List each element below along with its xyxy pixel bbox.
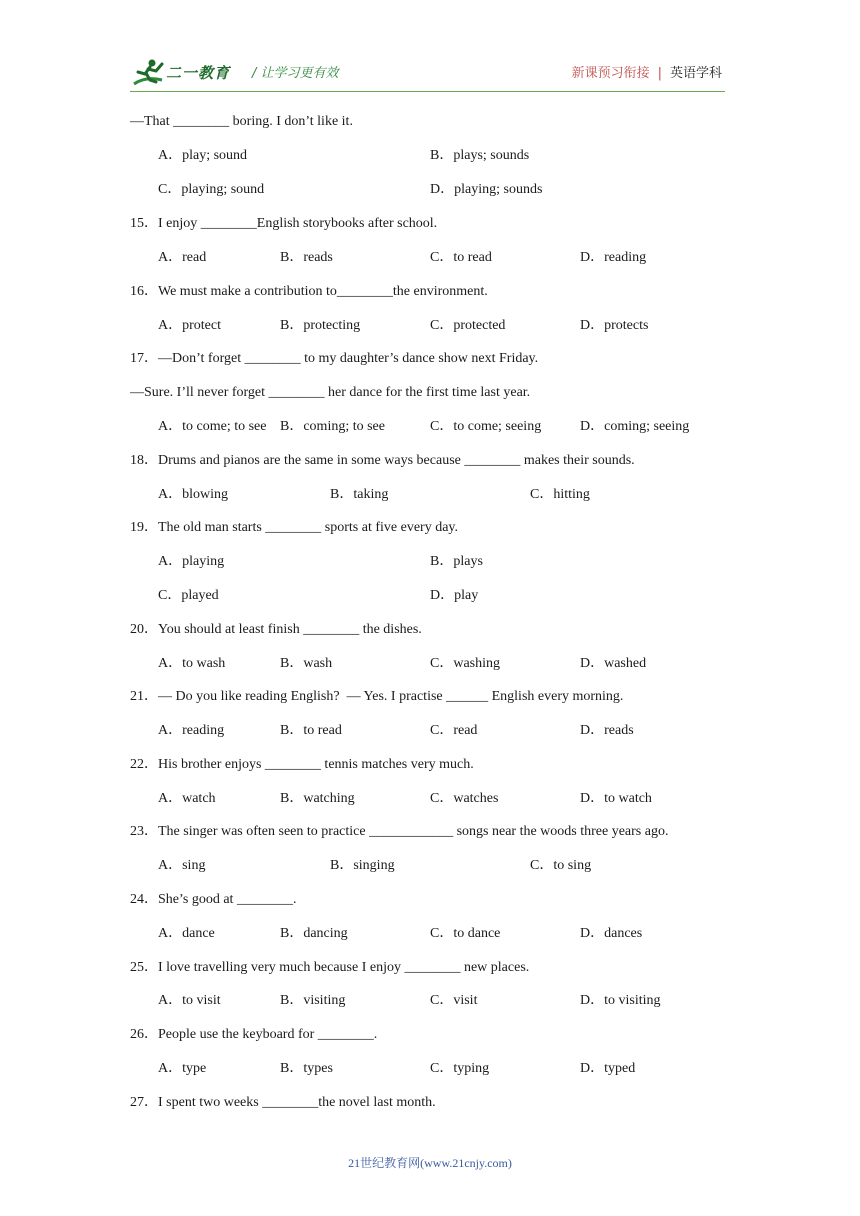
course-name: 新课预习衔接: [571, 66, 650, 81]
option: B．plays; sounds: [430, 148, 530, 163]
question-23: 23．The singer was often seen to practice ____________ songs near the woods three years ago.: [130, 824, 669, 839]
option: C．watches: [430, 791, 499, 806]
option: C．played: [158, 588, 219, 603]
option: B．plays: [430, 554, 483, 569]
option: B．watching: [280, 791, 355, 806]
option: A．reading: [158, 723, 225, 738]
option: C．playing; sound: [158, 182, 265, 197]
option: B．dancing: [280, 926, 348, 941]
question-21: 21．— Do you like reading English? — Yes. I practise ______ English every morning.: [130, 689, 624, 704]
option: C．to come; seeing: [430, 419, 542, 434]
option: D．washed: [580, 656, 647, 671]
option: C．typing: [430, 1061, 490, 1076]
slogan: / 让学习更有效: [252, 66, 339, 81]
option: C．to sing: [530, 858, 592, 873]
option: D．reads: [580, 723, 634, 738]
option: B．types: [280, 1061, 333, 1076]
question-22: 22．His brother enjoys ________ tennis matches very much.: [130, 757, 474, 772]
option: D．playing; sounds: [430, 182, 543, 197]
option: C．to read: [430, 250, 492, 265]
option: D．protects: [580, 318, 649, 333]
option: D．dances: [580, 926, 643, 941]
option: D．typed: [580, 1061, 636, 1076]
option: A．dance: [158, 926, 215, 941]
option: C．visit: [430, 993, 478, 1008]
question-20: 20．You should at least finish ________ the dishes.: [130, 622, 422, 637]
logo-text: 二一教育: [166, 64, 231, 82]
question-16: 16．We must make a contribution to________the environment.: [130, 284, 488, 299]
option: A．blowing: [158, 487, 228, 502]
question-24: 24．She’s good at ________.: [130, 892, 297, 907]
option: C．to dance: [430, 926, 501, 941]
question-19: 19．The old man starts ________ sports at five every day.: [130, 520, 459, 535]
option: A．read: [158, 250, 207, 265]
logo: [132, 58, 240, 88]
question-15: 15．I enjoy ________English storybooks after school.: [130, 216, 438, 231]
option: B．coming; to see: [280, 419, 385, 434]
page-footer: 21世纪教育网(www.21cnjy.com): [348, 1156, 512, 1170]
header-separator: |: [657, 66, 662, 81]
question-27: 27．I spent two weeks ________the novel last month.: [130, 1095, 436, 1110]
option: D．to watch: [580, 791, 652, 806]
subject-name: 英语学科: [669, 66, 722, 81]
option: D．coming; seeing: [580, 419, 690, 434]
option: C．read: [430, 723, 478, 738]
question-26: 26．People use the keyboard for ________.: [130, 1027, 378, 1042]
header-course-info: [572, 62, 722, 81]
question-25: 25．I love travelling very much because I enjoy ________ new places.: [130, 960, 530, 975]
option: A．to visit: [158, 993, 221, 1008]
question-17-reply: —Sure. I’ll never forget ________ her dance for the first time last year.: [130, 385, 531, 400]
option: D．reading: [580, 250, 647, 265]
option: C．washing: [430, 656, 500, 671]
option: A．playing: [158, 554, 225, 569]
option: B．singing: [330, 858, 395, 873]
option: B．taking: [330, 487, 389, 502]
header-divider: [130, 91, 725, 92]
option: A．watch: [158, 791, 216, 806]
question-line: —That ________ boring. I don’t like it.: [130, 114, 353, 129]
option: D．play: [430, 588, 479, 603]
question-18: 18．Drums and pianos are the same in some ways because ________ makes their sounds.: [130, 453, 635, 468]
option: B．protecting: [280, 318, 361, 333]
option: A．to come; to see: [158, 419, 267, 434]
question-17: 17．—Don’t forget ________ to my daughter’s dance show next Friday.: [130, 351, 539, 366]
option: A．to wash: [158, 656, 226, 671]
option: A．sing: [158, 858, 206, 873]
option: B．visiting: [280, 993, 346, 1008]
option: C．hitting: [530, 487, 590, 502]
option: A．protect: [158, 318, 221, 333]
runner-logo-icon: [132, 58, 166, 88]
option: C．protected: [430, 318, 506, 333]
option: B．to read: [280, 723, 342, 738]
option: D．to visiting: [580, 993, 661, 1008]
option: A．type: [158, 1061, 207, 1076]
option: B．wash: [280, 656, 333, 671]
option: B．reads: [280, 250, 333, 265]
page-header: [0, 0, 860, 100]
option: A．play; sound: [158, 148, 248, 163]
